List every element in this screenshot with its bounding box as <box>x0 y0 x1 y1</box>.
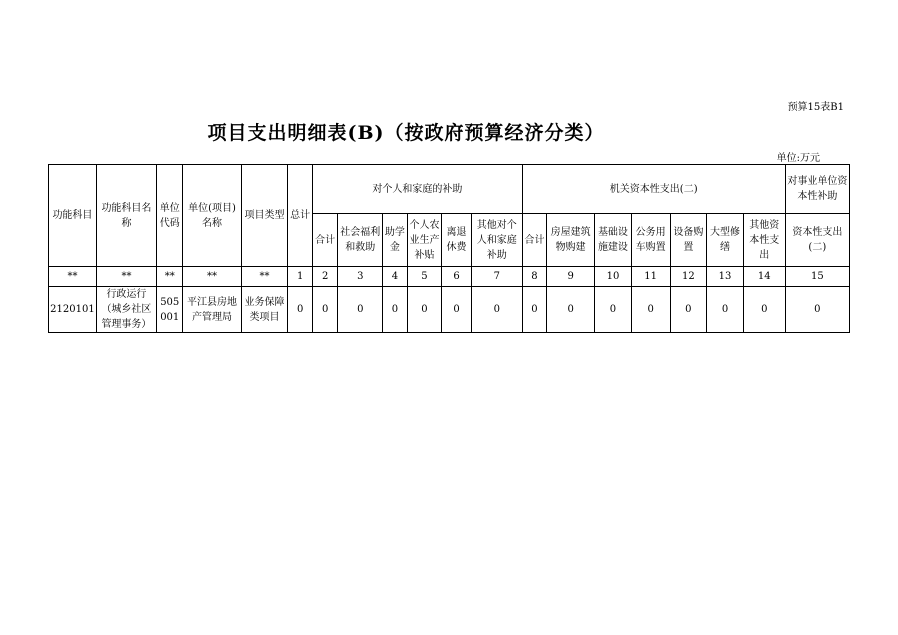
sub-header: 设备购置 <box>670 214 707 267</box>
cell-value: 0 <box>407 287 442 333</box>
cell-project-type: 业务保障类项目 <box>241 287 288 333</box>
expenditure-table <box>48 164 850 333</box>
sub-header: 合计 <box>522 214 546 267</box>
cell-value: 0 <box>707 287 744 333</box>
index-cell: 5 <box>407 267 442 287</box>
group-capital-expenditure: 机关资本性支出(二) <box>522 165 785 214</box>
index-cell: ** <box>49 267 97 287</box>
sub-header: 公务用车购置 <box>631 214 670 267</box>
col-unit-name: 单位(项目)名称 <box>183 165 241 267</box>
page-title: 项目支出明细表(B)（按政府预算经济分类） <box>207 122 605 144</box>
sub-header: 大型修缮 <box>707 214 744 267</box>
index-cell: ** <box>96 267 156 287</box>
sub-header: 其他对个人和家庭补助 <box>471 214 522 267</box>
cell-value: 0 <box>442 287 472 333</box>
sub-header: 离退休费 <box>442 214 472 267</box>
col-project-type: 项目类型 <box>241 165 288 267</box>
sub-header: 社会福利和救助 <box>338 214 383 267</box>
index-row <box>49 267 850 287</box>
sub-header: 房屋建筑物购建 <box>547 214 595 267</box>
col-total: 总计 <box>288 165 312 267</box>
sub-header: 助学金 <box>383 214 407 267</box>
sub-header: 基础设施建设 <box>595 214 632 267</box>
cell-value: 0 <box>338 287 383 333</box>
col-func-name: 功能科目名称 <box>96 165 156 267</box>
index-cell: 6 <box>442 267 472 287</box>
index-cell: ** <box>157 267 183 287</box>
cell-func-code: 2120101 <box>49 287 97 333</box>
cell-value: 0 <box>743 287 785 333</box>
index-cell: 14 <box>743 267 785 287</box>
cell-value: 0 <box>288 287 312 333</box>
index-cell: 2 <box>312 267 337 287</box>
sub-header: 资本性支出(二) <box>785 214 849 267</box>
cell-value: 0 <box>522 287 546 333</box>
cell-value: 0 <box>471 287 522 333</box>
group-enterprise-capital: 对事业单位资本性补助 <box>785 165 849 214</box>
index-cell: ** <box>241 267 288 287</box>
index-cell: 13 <box>707 267 744 287</box>
cell-value: 0 <box>595 287 632 333</box>
index-cell: 9 <box>547 267 595 287</box>
unit-label: 单位:万元 <box>776 153 820 164</box>
index-cell: 10 <box>595 267 632 287</box>
index-cell: 7 <box>471 267 522 287</box>
sub-header: 其他资本性支出 <box>743 214 785 267</box>
index-cell: 15 <box>785 267 849 287</box>
header-row-1 <box>49 165 850 214</box>
table-row <box>49 287 850 333</box>
index-cell: ** <box>183 267 241 287</box>
col-unit-code: 单位代码 <box>157 165 183 267</box>
cell-value: 0 <box>785 287 849 333</box>
index-cell: 4 <box>383 267 407 287</box>
cell-unit-code: 505001 <box>157 287 183 333</box>
cell-value: 0 <box>547 287 595 333</box>
cell-value: 0 <box>383 287 407 333</box>
index-cell: 11 <box>631 267 670 287</box>
cell-value: 0 <box>631 287 670 333</box>
group-personal-subsidy: 对个人和家庭的补助 <box>312 165 522 214</box>
cell-value: 0 <box>312 287 337 333</box>
col-func-code: 功能科目 <box>49 165 97 267</box>
cell-unit-name: 平江县房地产管理局 <box>183 287 241 333</box>
form-number: 预算15表B1 <box>787 102 844 113</box>
cell-func-name: 行政运行（城乡社区管理事务） <box>96 287 156 333</box>
index-cell: 3 <box>338 267 383 287</box>
cell-value: 0 <box>670 287 707 333</box>
sub-header: 合计 <box>312 214 337 267</box>
index-cell: 1 <box>288 267 312 287</box>
index-cell: 8 <box>522 267 546 287</box>
index-cell: 12 <box>670 267 707 287</box>
sub-header: 个人农业生产补贴 <box>407 214 442 267</box>
